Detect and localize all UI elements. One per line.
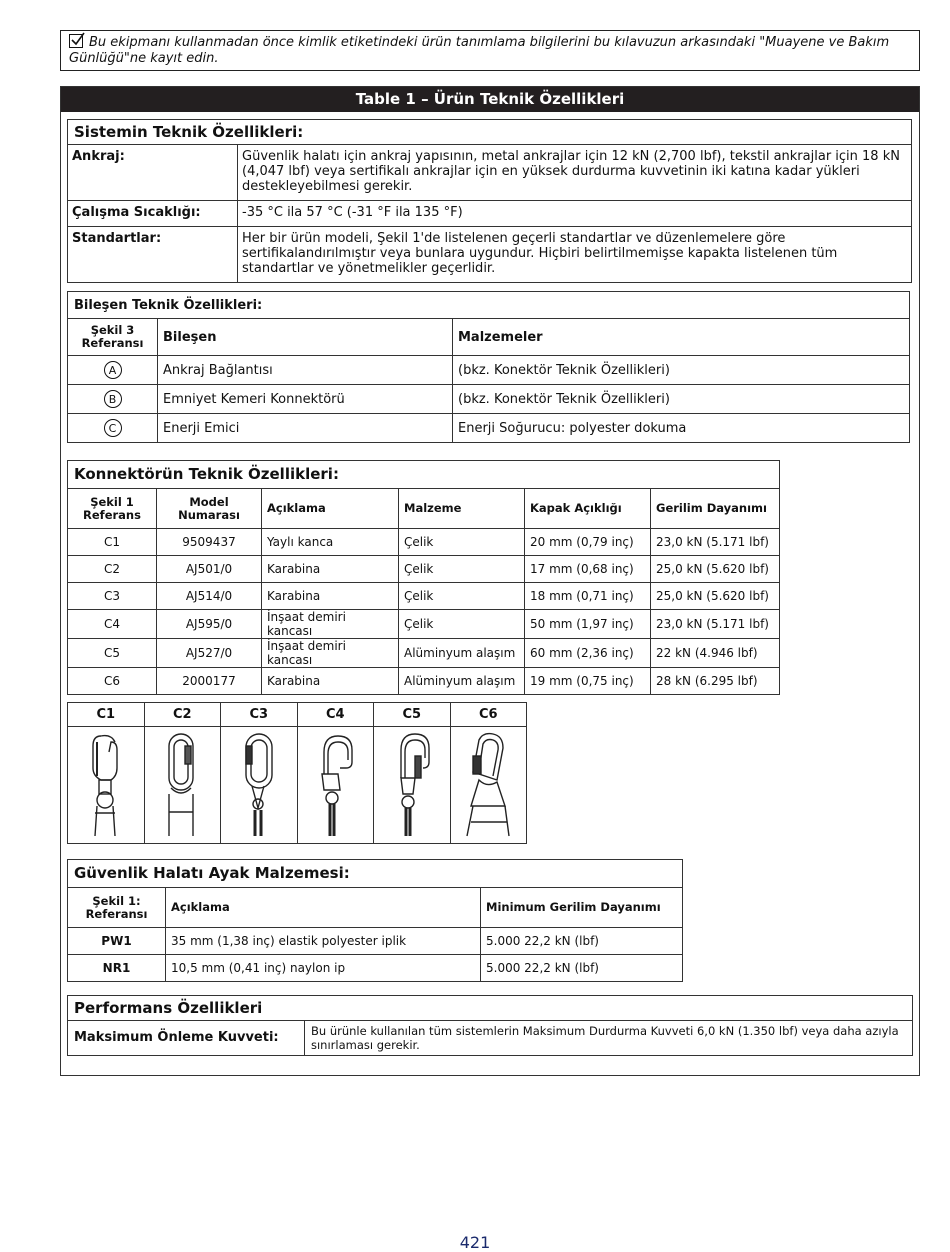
lanyard-strength: 5.000 22,2 kN (lbf) [481, 955, 683, 982]
table-row [68, 583, 780, 610]
table-row [68, 955, 683, 982]
connector-rows [68, 529, 780, 695]
connector-model: AJ514/0 [157, 583, 262, 610]
performance-table [67, 995, 913, 1056]
system-spec-table [67, 119, 912, 283]
connector-model: AJ527/0 [157, 639, 262, 668]
connector-model: 2000177 [157, 668, 262, 695]
ref-badge: A [104, 361, 122, 379]
system-title: Sistemin Teknik Özellikleri: [68, 120, 912, 145]
connector-ref: C3 [68, 583, 157, 610]
connector-ref: C1 [68, 529, 157, 556]
connector-strength: 23,0 kN (5.171 lbf) [651, 610, 780, 639]
image-label-c6: C6 [450, 703, 527, 727]
connector-material: Alüminyum alaşım [399, 668, 525, 695]
lanyard-material-table [67, 859, 683, 982]
connector-ref: C4 [68, 610, 157, 639]
performance-label: Maksimum Önleme Kuvveti: [68, 1021, 305, 1056]
connector-title: Konnektörün Teknik Özellikleri: [68, 461, 780, 489]
connector-model: AJ595/0 [157, 610, 262, 639]
system-label-standards: Standartlar: [68, 227, 238, 283]
connector-gate: 60 mm (2,36 inç) [525, 639, 651, 668]
connector-ref: C5 [68, 639, 157, 668]
connector-header-strength: Gerilim Dayanımı [651, 489, 780, 529]
connector-strength: 22 kN (4.946 lbf) [651, 639, 780, 668]
component-header-component: Bileşen [158, 319, 453, 356]
connector-material: Alüminyum alaşım [399, 639, 525, 668]
table-row [68, 385, 910, 414]
connector-strength: 25,0 kN (5.620 lbf) [651, 556, 780, 583]
notice-text: Bu ekipmanı kullanmadan önce kimlik etiketindeki ürün tanımlama bilgilerini bu kılavuzun arkasındaki "Muayene ve Bakım Günlüğü"ne kayıt edin. [69, 35, 890, 66]
system-label-temperature: Çalışma Sıcaklığı: [68, 201, 238, 227]
table-banner: Table 1 – Ürün Teknik Özellikleri [61, 87, 919, 112]
component-title: Bileşen Teknik Özellikleri: [68, 292, 910, 319]
carabiner-icon [450, 727, 527, 844]
connector-gate: 18 mm (0,71 inç) [525, 583, 651, 610]
connector-ref: C2 [68, 556, 157, 583]
connector-gate: 20 mm (0,79 inç) [525, 529, 651, 556]
component-material: (bkz. Konektör Teknik Özellikleri) [453, 356, 910, 385]
notice-box [60, 30, 920, 71]
connector-header-description: Açıklama [262, 489, 399, 529]
system-text-anchorage: Güvenlik halatı için ankraj yapısının, metal ankrajlar için 12 kN (2,700 lbf), tekstil ankrajlar için 18 kN (4,047 lbf) veya sertifikalı ankrajlar için en yüksek durdurma kuvvetinin iki katına kadar yükleri destekleyebilmesi gerekir. [238, 145, 912, 201]
connector-strength: 25,0 kN (5.620 lbf) [651, 583, 780, 610]
lanyard-title: Güvenlik Halatı Ayak Malzemesi: [68, 860, 683, 888]
image-label-c1: C1 [68, 703, 145, 727]
connector-gate: 19 mm (0,75 inç) [525, 668, 651, 695]
connector-strength: 23,0 kN (5.171 lbf) [651, 529, 780, 556]
component-header-ref: Şekil 3 Referansı [68, 319, 158, 356]
connector-gate: 50 mm (1,97 inç) [525, 610, 651, 639]
checkbox-icon [69, 34, 83, 48]
system-text-temperature: -35 °C ila 57 °C (-31 °F ila 135 °F) [238, 201, 912, 227]
connector-description: Karabina [262, 583, 399, 610]
system-text-standards: Her bir ürün modeli, Şekil 1'de listelenen geçerli standartlar ve düzenlemelere göre sertifikalandırılmıştır veya bunlara uygundur. Hiçbiri belirtilmemişse kapakta listelenen tüm standartlar ve yönetmelikler geçerlidir. [238, 227, 912, 283]
ref-badge: B [104, 390, 122, 408]
connector-material: Çelik [399, 556, 525, 583]
lanyard-strength: 5.000 22,2 kN (lbf) [481, 928, 683, 955]
connector-model: AJ501/0 [157, 556, 262, 583]
connector-material: Çelik [399, 583, 525, 610]
lanyard-header-ref: Şekil 1: Referansı [68, 888, 166, 928]
image-label-c4: C4 [297, 703, 374, 727]
table-row [68, 610, 780, 639]
component-material: Enerji Soğurucu: polyester dokuma [453, 414, 910, 443]
connector-material: Çelik [399, 610, 525, 639]
lanyard-description: 10,5 mm (0,41 inç) naylon ip [166, 955, 481, 982]
connector-spec-table [67, 460, 780, 695]
lanyard-header-description: Açıklama [166, 888, 481, 928]
table-row [68, 356, 910, 385]
connector-description: İnşaat demiri kancası [262, 610, 399, 639]
table-row [68, 556, 780, 583]
component-material: (bkz. Konektör Teknik Özellikleri) [453, 385, 910, 414]
rebar-hook-icon [297, 727, 374, 844]
connector-header-ref: Şekil 1 Referans [68, 489, 157, 529]
connector-model: 9509437 [157, 529, 262, 556]
connector-images-table [67, 702, 527, 844]
connector-header-gate: Kapak Açıklığı [525, 489, 651, 529]
table-row [68, 928, 683, 955]
lanyard-description: 35 mm (1,38 inç) elastik polyester iplik [166, 928, 481, 955]
table-row [68, 529, 780, 556]
connector-strength: 28 kN (6.295 lbf) [651, 668, 780, 695]
connector-header-material: Malzeme [399, 489, 525, 529]
performance-title: Performans Özellikleri [68, 996, 913, 1021]
performance-text: Bu ürünle kullanılan tüm sistemlerin Maksimum Durdurma Kuvveti 6,0 kN (1.350 lbf) veya daha azıyla sınırlaması gerekir. [305, 1021, 913, 1056]
table-row [68, 668, 780, 695]
lanyard-ref: NR1 [68, 955, 166, 982]
connector-gate: 17 mm (0,68 inç) [525, 556, 651, 583]
lanyard-header-strength: Minimum Gerilim Dayanımı [481, 888, 683, 928]
connector-material: Çelik [399, 529, 525, 556]
page-number: 421 [459, 1233, 491, 1252]
table-row [68, 639, 780, 668]
connector-description: Karabina [262, 668, 399, 695]
connector-description: Karabina [262, 556, 399, 583]
snap-hook-icon [68, 727, 145, 844]
image-label-c2: C2 [144, 703, 221, 727]
rebar-hook-icon [374, 727, 451, 844]
image-label-c3: C3 [221, 703, 298, 727]
component-spec-table [67, 291, 910, 443]
carabiner-icon [144, 727, 221, 844]
connector-header-model: Model Numarası [157, 489, 262, 529]
lanyard-ref: PW1 [68, 928, 166, 955]
component-name: Enerji Emici [158, 414, 453, 443]
table-row [68, 414, 910, 443]
system-label-anchorage: Ankraj: [68, 145, 238, 201]
connector-ref: C6 [68, 668, 157, 695]
component-name: Emniyet Kemeri Konnektörü [158, 385, 453, 414]
connector-description: Yaylı kanca [262, 529, 399, 556]
connector-description: İnşaat demiri kancası [262, 639, 399, 668]
carabiner-icon [221, 727, 298, 844]
component-header-material: Malzemeler [453, 319, 910, 356]
image-label-c5: C5 [374, 703, 451, 727]
ref-badge: C [104, 419, 122, 437]
component-name: Ankraj Bağlantısı [158, 356, 453, 385]
